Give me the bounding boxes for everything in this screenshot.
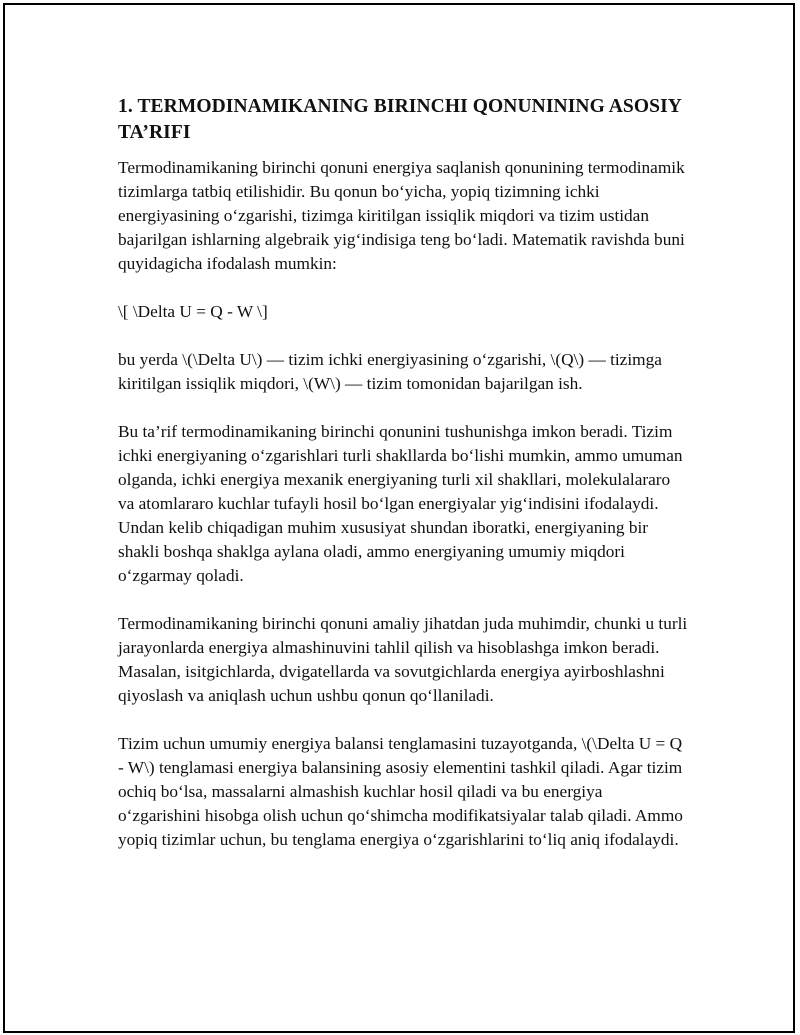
section-heading: 1. TERMODINAMIKANING BIRINCHI QONUNINING ASOSIY TA’RIFI — [118, 96, 682, 143]
paragraph-practical: Termodinamikaning birinchi qonuni amaliy jihatdan juda muhimdir, chunki u turli jarayonlarda energiya almashinuvini tahlil qilish va hisoblashga imkon beradi. Masalan, isitgichlarda, dvigatellarda va sovutgichlarda energiya ayirboshlashni qiyoslash va aniqlash uchun ushbu qonun qo‘llaniladi. — [118, 614, 688, 705]
paragraph-formula-legend: bu yerda \(\Delta U\) — tizim ichki energiyasining o‘zgarishi, \(Q\) — tizimga kiritilgan issiqlik miqdori, \(W\) — tizim tomonidan bajarilgan ish. — [118, 350, 662, 393]
paragraph-definition: Termodinamikaning birinchi qonuni energiya saqlanish qonunining termodinamik tizimlarga tatbiq etilishidir. Bu qonun bo‘yicha, yopiq tizimning ichki energiyasining o‘zgarishi, tizimga kiritilgan issiqlik miqdori va tizim ustidan bajarilgan ishlarning algebraik yig‘indisiga teng bo‘ladi. Matematik ravishda buni quyidagicha ifodalash mumkin: — [118, 158, 685, 273]
paragraph-formula: \[ \Delta U = Q - W \] — [118, 302, 268, 321]
paragraph-energy-balance: Tizim uchun umumiy energiya balansi tenglamasini tuzayotganda, \(\Delta U = Q - W\) tenglamasi energiya balansining asosiy elementini tashkil qiladi. Agar tizim ochiq bo‘lsa, massalarni almashish kuchlar hosil qiladi va bu energiya o‘zgarishini hisobga olish uchun qo‘shimcha modifikatsiyalar talab qiladi. Ammo yopiq tizimlar uchun, bu tenglama energiya o‘zgarishlarini to‘liq aniq ifodalaydi. — [118, 734, 683, 849]
paragraph-explanation: Bu ta’rif termodinamikaning birinchi qonunini tushunishga imkon beradi. Tizim ichki energiyaning o‘zgarishlari turli shakllarda bo‘lishi mumkin, ammo umuman olganda, ichki energiya mexanik energiyaning turli xil shakllari, molekulalararo va atomlararo kuchlar tufayli hosil bo‘lgan energiyalar yig‘indisini ifodalaydi. Undan kelib chiqadigan muhim xususiyat shundan iboratki, energiyaning bir shakli boshqa shaklga aylana oladi, ammo energiyaning umumiy miqdori o‘zgarmay qoladi. — [118, 422, 683, 585]
document-body — [118, 94, 688, 876]
